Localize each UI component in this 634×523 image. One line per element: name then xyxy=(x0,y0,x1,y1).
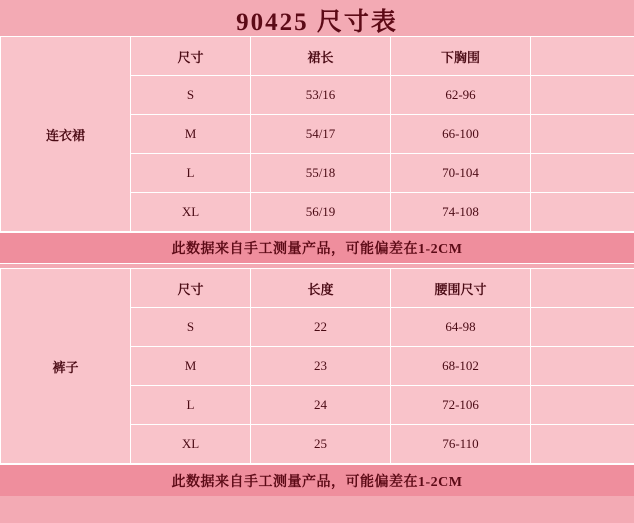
cell-blank xyxy=(531,193,634,232)
cell-underbust: 70-104 xyxy=(391,154,531,193)
column-header-blank xyxy=(531,37,634,76)
column-header-underbust: 下胸围 xyxy=(391,37,531,76)
column-header-size: 尺寸 xyxy=(131,269,251,308)
cell-waist: 76-110 xyxy=(391,425,531,464)
cell-length: 22 xyxy=(251,308,391,347)
cell-blank xyxy=(531,347,634,386)
cell-length: 24 xyxy=(251,386,391,425)
cell-size: L xyxy=(131,386,251,425)
cell-size: XL xyxy=(131,425,251,464)
cell-length: 23 xyxy=(251,347,391,386)
measurement-note-pants: 此数据来自手工测量产品，可能偏差在1-2CM xyxy=(0,464,634,496)
cell-size: S xyxy=(131,308,251,347)
cell-length: 55/18 xyxy=(251,154,391,193)
dress-size-table xyxy=(0,36,634,232)
cell-size: M xyxy=(131,115,251,154)
category-label-dress: 连衣裙 xyxy=(1,37,131,232)
cell-blank xyxy=(531,154,634,193)
cell-waist: 64-98 xyxy=(391,308,531,347)
table-header-row xyxy=(1,269,634,308)
column-header-length: 裙长 xyxy=(251,37,391,76)
cell-blank xyxy=(531,115,634,154)
page-title: 90425 尺寸表 xyxy=(236,9,398,36)
cell-length: 56/19 xyxy=(251,193,391,232)
pants-size-table xyxy=(0,268,634,464)
cell-size: XL xyxy=(131,193,251,232)
cell-blank xyxy=(531,425,634,464)
cell-underbust: 66-100 xyxy=(391,115,531,154)
cell-underbust: 74-108 xyxy=(391,193,531,232)
cell-waist: 72-106 xyxy=(391,386,531,425)
column-header-length: 长度 xyxy=(251,269,391,308)
measurement-note-dress: 此数据来自手工测量产品，可能偏差在1-2CM xyxy=(0,232,634,264)
category-label-pants: 裤子 xyxy=(1,269,131,464)
column-header-size: 尺寸 xyxy=(131,37,251,76)
cell-length: 53/16 xyxy=(251,76,391,115)
cell-size: M xyxy=(131,347,251,386)
cell-length: 54/17 xyxy=(251,115,391,154)
table-header-row xyxy=(1,37,634,76)
cell-size: S xyxy=(131,76,251,115)
cell-blank xyxy=(531,386,634,425)
cell-waist: 68-102 xyxy=(391,347,531,386)
column-header-waist: 腰围尺寸 xyxy=(391,269,531,308)
cell-blank xyxy=(531,308,634,347)
cell-size: L xyxy=(131,154,251,193)
cell-length: 25 xyxy=(251,425,391,464)
cell-underbust: 62-96 xyxy=(391,76,531,115)
cell-blank xyxy=(531,76,634,115)
column-header-blank xyxy=(531,269,634,308)
